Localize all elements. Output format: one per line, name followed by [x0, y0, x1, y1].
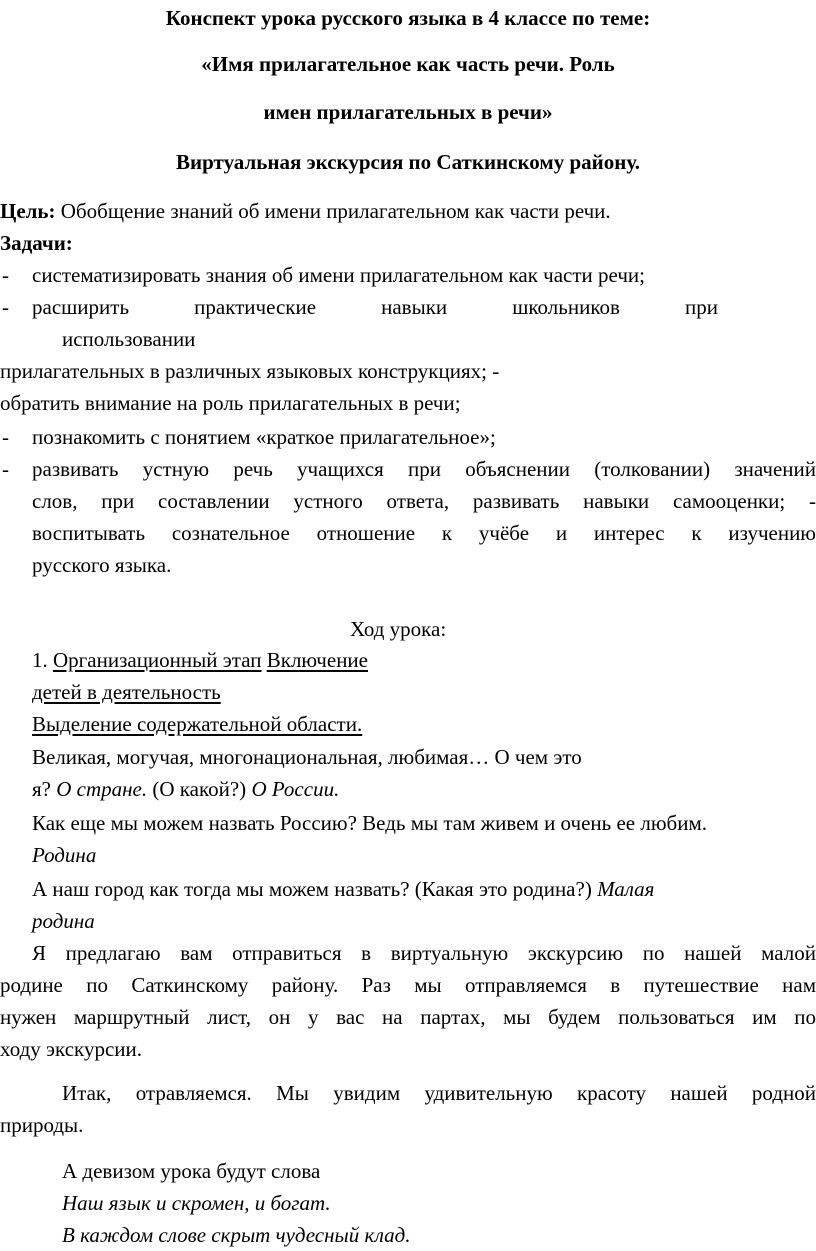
tasks-label: Задачи:	[0, 231, 73, 255]
paragraph-line: Итак, отравляемся. Мы увидим удивительную красоту нашей родной	[62, 1081, 816, 1105]
question-line: Как еще мы можем назвать Россию? Ведь мы там живем и очень ее любим.	[32, 811, 707, 835]
step-link-children-activity: детей в деятельность	[32, 680, 221, 704]
task-word: расширить	[32, 295, 130, 319]
step-number: 1.	[32, 648, 53, 672]
question-line	[32, 874, 654, 904]
motto-line: Наш язык и скромен, и богат.	[62, 1191, 331, 1215]
task-dash: -	[2, 457, 9, 481]
title-line-1: Конспект урока русского языка в 4 классе по теме:	[165, 6, 651, 30]
goal-label: Цель:	[0, 199, 56, 223]
title-line-4: Виртуальная экскурсия по Саткинскому району.	[176, 150, 640, 174]
paragraph-line: Я предлагаю вам отправиться в виртуальную экскурсию по нашей малой	[32, 941, 816, 965]
question-line	[32, 774, 339, 804]
motto-line: В каждом слове скрыт чудесный клад.	[62, 1223, 411, 1247]
task-text-line: развивать устную речь учащихся при объяснении (толковании) значений	[32, 457, 816, 481]
task-text-line: слов, при составлении устного ответа, развивать навыки самооценки; -	[32, 489, 816, 513]
step-link-inclusion: Включение	[266, 648, 368, 672]
goal-line	[0, 196, 611, 226]
task-plain-line: прилагательных в различных языковых конструкциях; -	[0, 359, 500, 383]
answer-text: О стране.	[56, 777, 148, 801]
task-text-line: воспитывать сознательное отношение к учёбе и интерес к изучению	[32, 521, 816, 545]
task-text: познакомить с понятием «краткое прилагательное»;	[32, 425, 496, 449]
answer-text: родина	[32, 909, 95, 933]
answer-text: Малая	[597, 877, 655, 901]
paragraph-line: природы.	[0, 1113, 84, 1137]
task-text-justified	[32, 292, 718, 322]
goal-text: Обобщение знаний об имени прилагательном как части речи.	[55, 199, 611, 223]
task-text: систематизировать знания об имени прилагательном как части речи;	[32, 263, 645, 287]
task-dash: -	[2, 295, 9, 319]
task-plain-line: обратить внимание на роль прилагательных в речи;	[0, 391, 461, 415]
paragraph-line: нужен маршрутный лист, он у вас на партах, мы будем пользоваться им по	[0, 1005, 816, 1029]
task-text-continuation: использовании	[62, 327, 196, 351]
step-link-content-area: Выделение содержательной области.	[32, 712, 363, 736]
task-word: школьников	[512, 295, 620, 319]
title-line-2: «Имя прилагательное как часть речи. Роль	[201, 52, 615, 76]
task-word: при	[684, 295, 718, 319]
question-text: я?	[32, 777, 57, 801]
task-word: навыки	[381, 295, 448, 319]
question-line: Великая, могучая, многонациональная, любимая… О чем это	[32, 745, 582, 769]
task-dash: -	[2, 425, 9, 449]
answer-text: О России.	[251, 777, 340, 801]
title-line-3: имен прилагательных в речи»	[263, 100, 553, 124]
question-text: А наш город как тогда мы можем назвать? (Какая это родина?)	[32, 877, 598, 901]
lesson-step-line	[32, 645, 368, 675]
paragraph-line: родине по Саткинскому району. Раз мы отправляемся в путешествие нам	[0, 973, 816, 997]
motto-intro: А девизом урока будут слова	[62, 1159, 321, 1183]
task-word: практические	[194, 295, 317, 319]
task-dash: -	[2, 263, 9, 287]
question-text: (О какой?)	[147, 777, 252, 801]
step-link-org-stage: Организационный этап	[53, 648, 262, 672]
paragraph-line: ходу экскурсии.	[0, 1037, 142, 1061]
answer-text: Родина	[32, 843, 97, 867]
task-text-line: русского языка.	[32, 553, 172, 577]
lesson-heading: Ход урока:	[350, 617, 447, 641]
